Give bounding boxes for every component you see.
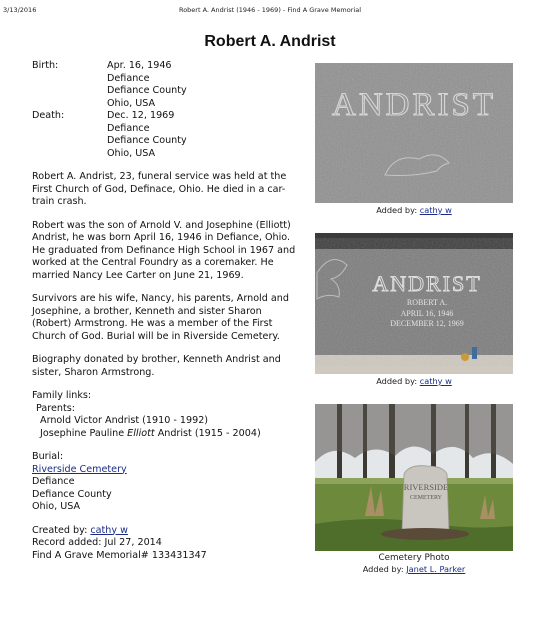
birth-label: Birth: <box>32 60 59 71</box>
print-page-title: Robert A. Andrist (1946 - 1969) - Find A Grave Memorial <box>178 6 362 14</box>
burial-city: Defiance <box>32 476 75 487</box>
death-city: Defiance <box>107 122 150 134</box>
family-link-father[interactable]: Arnold Victor Andrist (1910 - 1992) <box>40 415 209 426</box>
mother-rest: Andrist (1915 - 2004) <box>157 427 261 439</box>
print-header <box>0 4 540 16</box>
bio-paragraph-3: Survivors are his wife, Nancy, his parents, Arnold and Josephine, a brother, Kenneth and sister Sharon (Robert) Armstrong. He was a member of the First Church of God. Burial will be in Riverside Cemetery. <box>32 293 289 342</box>
sign-text-1: RIVERSIDE <box>403 482 449 492</box>
birth-county: Defiance County <box>107 85 187 96</box>
cemetery-link[interactable]: Riverside Cemetery <box>32 463 127 475</box>
photo-3-added-by[interactable]: Janet L. Parker <box>406 564 466 574</box>
photo-1-added-label: Added by: <box>376 205 418 215</box>
bio-paragraph-1: Robert A. Andrist, 23, funeral service was held at the First Church of God, Definace, Ohio. He died in a car-train crash. <box>32 171 287 207</box>
photo-1-added-by[interactable]: cathy w <box>419 205 452 215</box>
cemetery-photo[interactable] <box>315 404 513 551</box>
carving-died: DECEMBER 12, 1969 <box>390 319 464 328</box>
record-added: Record added: Jul 27, 2014 <box>32 537 162 548</box>
photo-3-title: Cemetery Photo <box>378 553 450 563</box>
bio-paragraph-2: Robert was the son of Arnold V. and Josephine (Elliott) Andrist, he was born April 16, 1946 in Defiance, Ohio. He graduated from Definance High School in 1967 and worked at the Central Foundry as a coremaker. He married Nancy Lee Carter on June 21, 1969. <box>32 219 296 281</box>
death-info <box>107 110 302 160</box>
mother-maiden-name: Elliott <box>127 427 155 439</box>
death-date: Dec. 12, 1969 <box>107 110 175 121</box>
carving-text: ANDRIST <box>372 271 482 296</box>
created-by <box>32 525 302 538</box>
birth-country: Ohio, USA <box>107 97 156 109</box>
memorial-details <box>32 60 302 562</box>
mother-first-name: Josephine Pauline <box>40 427 125 439</box>
burial-county: Defiance County <box>32 488 112 500</box>
photo-3-added-label: Added by: <box>362 564 404 574</box>
death-label: Death: <box>32 110 65 121</box>
headstone-photo-2[interactable] <box>315 233 513 374</box>
created-by-label: Created by: <box>32 524 88 536</box>
birth-date: Apr. 16, 1946 <box>107 60 172 71</box>
carving-subname: ROBERT A. <box>406 298 448 307</box>
print-date: 3/13/2016 <box>3 6 37 14</box>
carving-born: APRIL 16, 1946 <box>400 309 454 318</box>
vitals <box>32 60 302 160</box>
family-links-label: Family links: <box>32 390 92 401</box>
memorial-number: Find A Grave Memorial# 133431347 <box>32 549 207 561</box>
sign-text-2: CEMETERY <box>409 495 443 501</box>
carving-text: ANDRIST <box>331 87 497 123</box>
photo-2-added-by[interactable]: cathy w <box>419 376 452 386</box>
death-country: Ohio, USA <box>107 147 156 159</box>
birth-city: Defiance <box>107 72 150 84</box>
photo-2-caption <box>315 376 513 386</box>
headstone-photo-1[interactable] <box>315 63 513 203</box>
created-by-link[interactable]: cathy w <box>90 524 128 536</box>
photo-2-added-label: Added by: <box>376 376 418 386</box>
photo-3-caption <box>315 564 513 574</box>
death-county: Defiance County <box>107 135 187 146</box>
birth-info <box>107 60 302 110</box>
page-title: Robert A. Andrist <box>204 33 336 50</box>
parents-label: Parents: <box>36 402 75 414</box>
burial-label: Burial: <box>32 451 64 462</box>
bio-paragraph-4: Biography donated by brother, Kenneth Andrist and sister, Sharon Armstrong. <box>32 354 281 378</box>
photo-1-caption <box>315 205 513 215</box>
family-link-mother[interactable] <box>32 428 302 441</box>
burial-country: Ohio, USA <box>32 501 81 512</box>
